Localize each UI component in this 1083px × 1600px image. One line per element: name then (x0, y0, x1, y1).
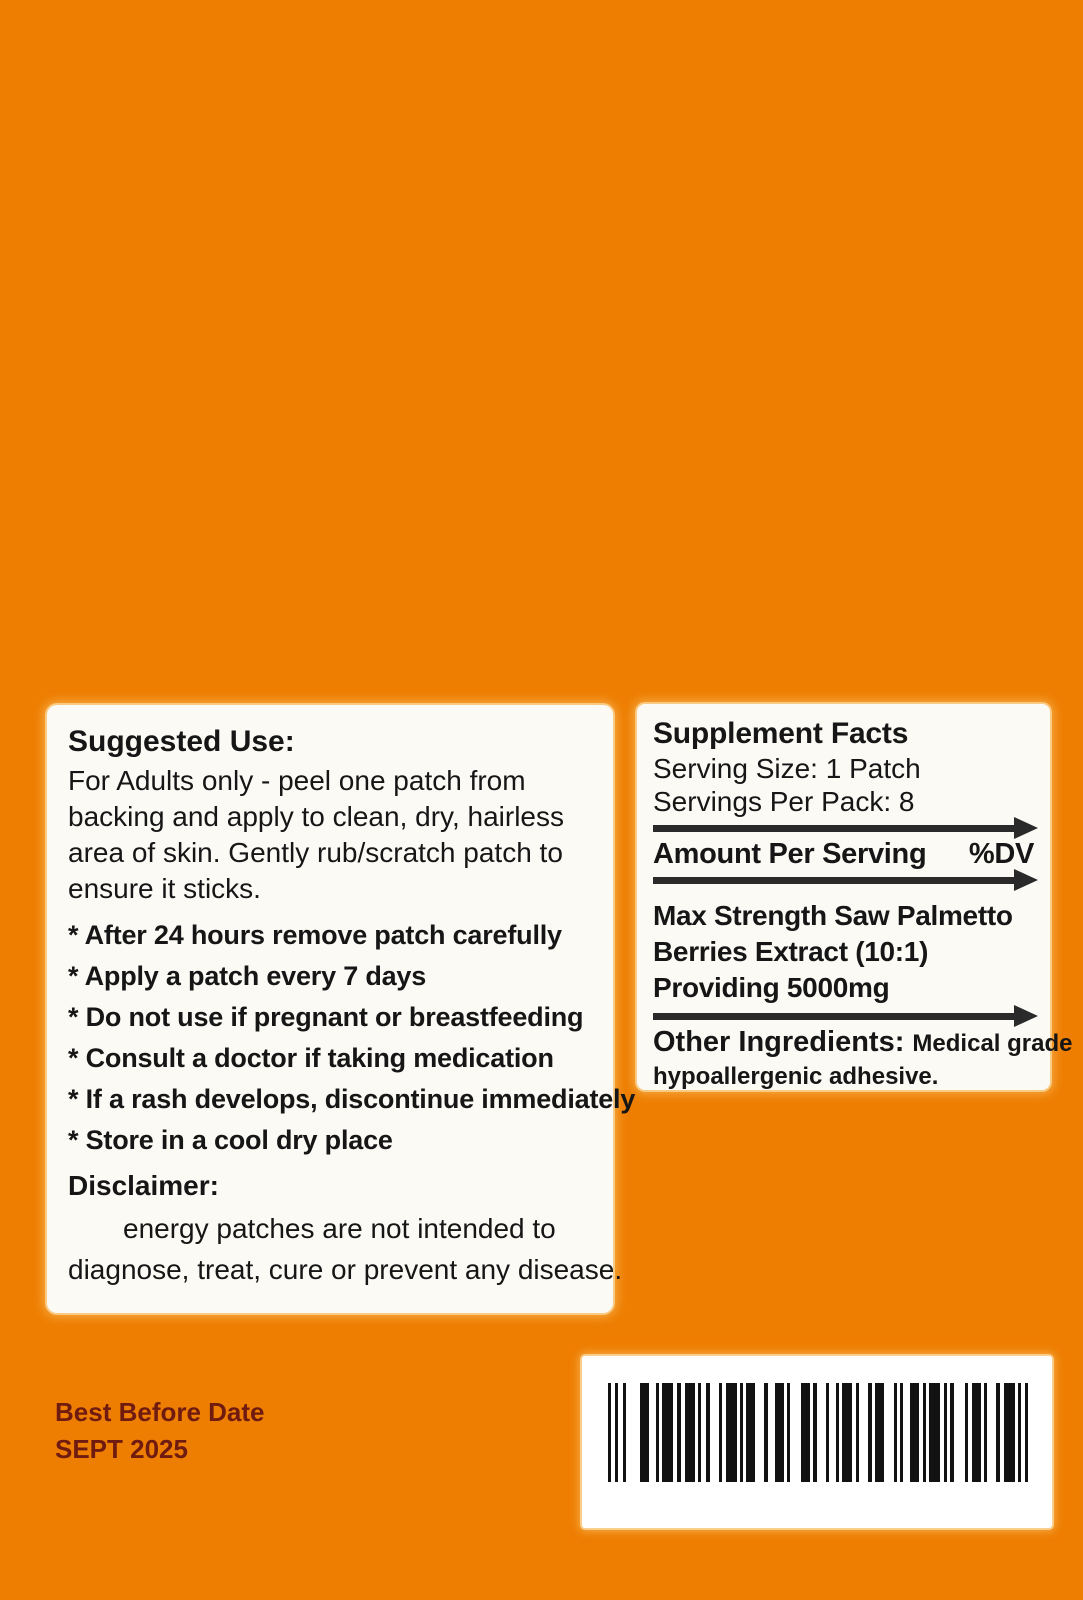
amount-per-serving-label: Amount Per Serving (653, 838, 927, 870)
suggested-use-title: Suggested Use: (68, 725, 295, 758)
supplement-facts-panel (637, 704, 1073, 1090)
other-ingredients-label: Other Ingredients: (653, 1026, 913, 1058)
ingredient-block (653, 898, 1034, 1006)
bullet-item: * Apply a patch every 7 days (68, 961, 427, 991)
bullet-item: * Do not use if pregnant or breastfeeding (68, 1002, 584, 1032)
ingredient-line: Max Strength Saw Palmetto (653, 900, 1013, 931)
bullet-item: * Store in a cool dry place (68, 1125, 393, 1155)
divider-arrow-icon (653, 1006, 1034, 1026)
suggested-use-intro-line: area of skin. Gently rub/scratch patch to (68, 837, 563, 868)
bullet-item: * Consult a doctor if taking medication (68, 1043, 554, 1073)
best-before-label: Best Before Date (55, 1397, 265, 1427)
bullet-item: * If a rash develops, discontinue immediately (68, 1084, 636, 1114)
serving-size: Serving Size: 1 Patch (653, 753, 921, 784)
amount-per-serving-row (653, 838, 1034, 870)
suggested-use-panel (47, 705, 636, 1313)
servings-per-pack: Servings Per Pack: 8 (653, 786, 915, 817)
suggested-use-bullet-list (68, 915, 636, 1161)
suggested-use-intro-line: backing and apply to clean, dry, hairless (68, 801, 564, 832)
ingredient-line: Providing 5000mg (653, 972, 890, 1003)
supplement-facts-title: Supplement Facts (653, 717, 909, 750)
best-before-block (55, 1394, 265, 1468)
disclaimer-line: energy patches are not intended to (123, 1213, 556, 1244)
disclaimer-line: diagnose, treat, cure or prevent any disease. (68, 1254, 623, 1285)
barcode-bars (608, 1383, 1028, 1482)
suggested-use-intro-line: ensure it sticks. (68, 873, 261, 904)
other-ingredients-row (653, 1026, 1073, 1063)
suggested-use-intro-line: For Adults only - peel one patch from (68, 765, 526, 796)
disclaimer-title: Disclaimer: (68, 1170, 219, 1201)
barcode (582, 1356, 1052, 1528)
other-ingredients-value: hypoallergenic adhesive. (653, 1063, 939, 1090)
best-before-date: SEPT 2025 (55, 1434, 188, 1464)
other-ingredients-value: Medical grade (912, 1030, 1073, 1057)
divider-arrow-icon (653, 870, 1034, 890)
divider-arrow-icon (653, 818, 1034, 838)
bullet-item: * After 24 hours remove patch carefully (68, 920, 562, 950)
dv-header: %DV (968, 838, 1034, 870)
ingredient-line: Berries Extract (10:1) (653, 936, 929, 967)
